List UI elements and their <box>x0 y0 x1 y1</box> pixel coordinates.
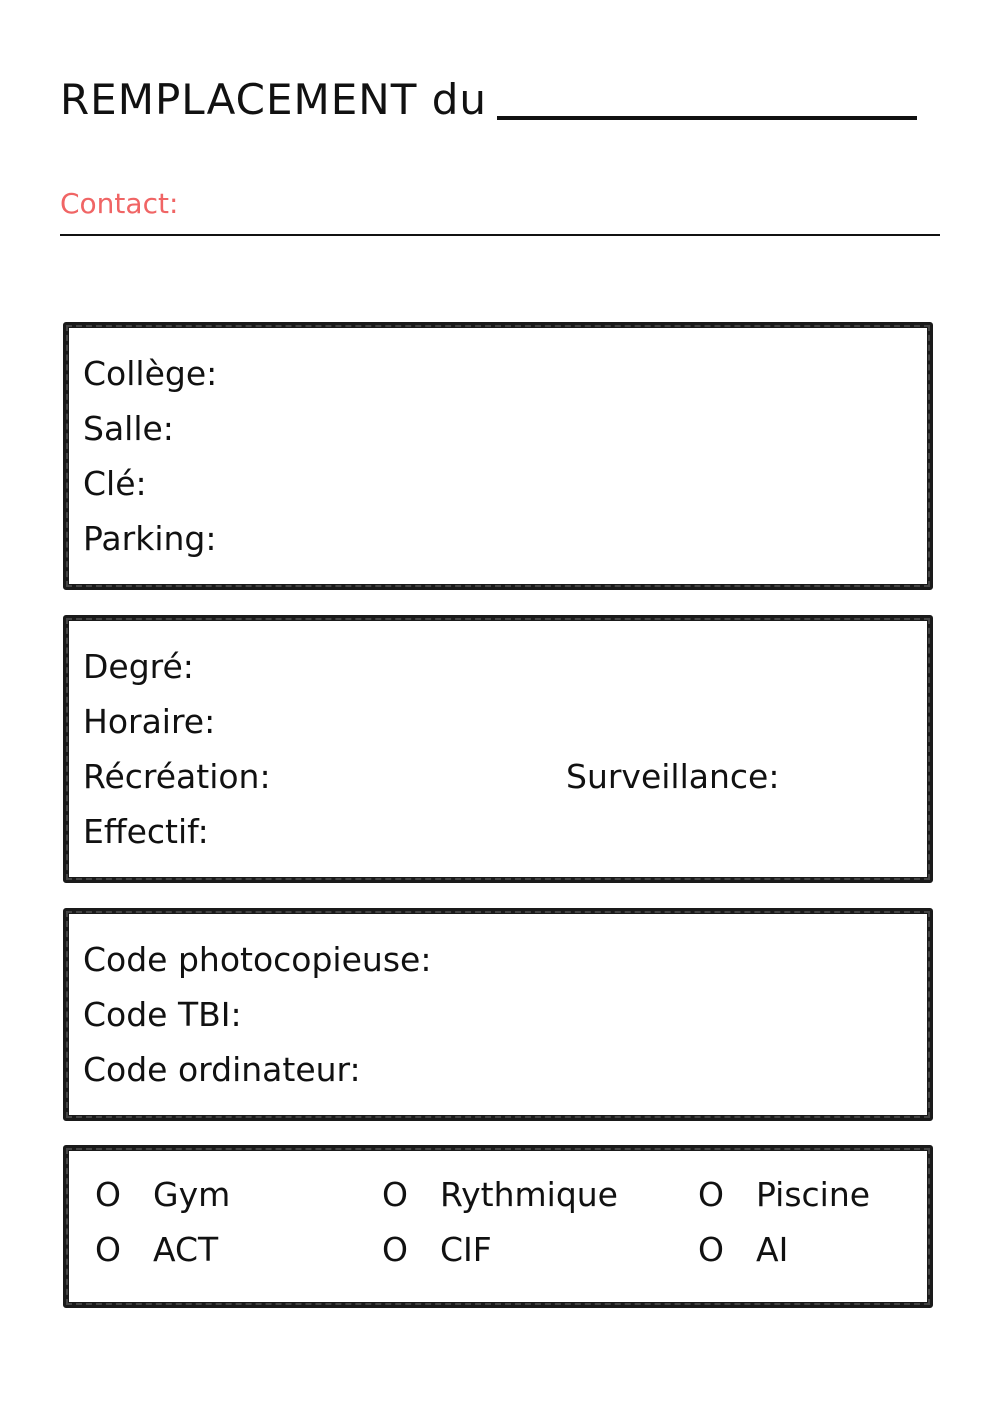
option-label: Rythmique <box>440 1175 618 1214</box>
salle-label: Salle: <box>83 409 174 448</box>
page-title: REMPLACEMENT du <box>60 75 487 124</box>
option-label: Gym <box>153 1175 231 1214</box>
checkbox-circle-icon[interactable]: O <box>95 1175 121 1214</box>
option-label: ACT <box>153 1230 219 1269</box>
horaire-label: Horaire: <box>83 702 216 741</box>
option-label: CIF <box>440 1230 492 1269</box>
option-ai[interactable] <box>698 1228 788 1272</box>
code-ordinateur-label: Code ordinateur: <box>83 1050 361 1089</box>
codes-box <box>63 908 933 1121</box>
college-label: Collège: <box>83 354 218 393</box>
checkbox-circle-icon[interactable]: O <box>382 1175 408 1214</box>
code-tbi-label: Code TBI: <box>83 995 242 1034</box>
option-rythmique[interactable] <box>382 1173 618 1217</box>
recreation-label: Récréation: <box>83 757 271 796</box>
option-label: AI <box>756 1230 789 1269</box>
code-photocopieuse-label: Code photocopieuse: <box>83 940 432 979</box>
cle-label: Clé: <box>83 464 147 503</box>
checkbox-circle-icon[interactable]: O <box>698 1175 724 1214</box>
class-info-box <box>63 615 933 883</box>
option-piscine[interactable] <box>698 1173 870 1217</box>
option-gym[interactable] <box>95 1173 230 1217</box>
activities-box <box>63 1145 933 1308</box>
location-box <box>63 322 933 590</box>
option-cif[interactable] <box>382 1228 492 1272</box>
date-blank-line[interactable] <box>497 116 917 120</box>
contact-label: Contact: <box>60 187 179 220</box>
degre-label: Degré: <box>83 647 194 686</box>
checkbox-circle-icon[interactable]: O <box>95 1230 121 1269</box>
option-label: Piscine <box>756 1175 871 1214</box>
parking-label: Parking: <box>83 519 217 558</box>
contact-line[interactable] <box>60 234 940 236</box>
effectif-label: Effectif: <box>83 812 209 851</box>
surveillance-label: Surveillance: <box>566 757 780 796</box>
option-act[interactable] <box>95 1228 218 1272</box>
checkbox-circle-icon[interactable]: O <box>698 1230 724 1269</box>
checkbox-circle-icon[interactable]: O <box>382 1230 408 1269</box>
